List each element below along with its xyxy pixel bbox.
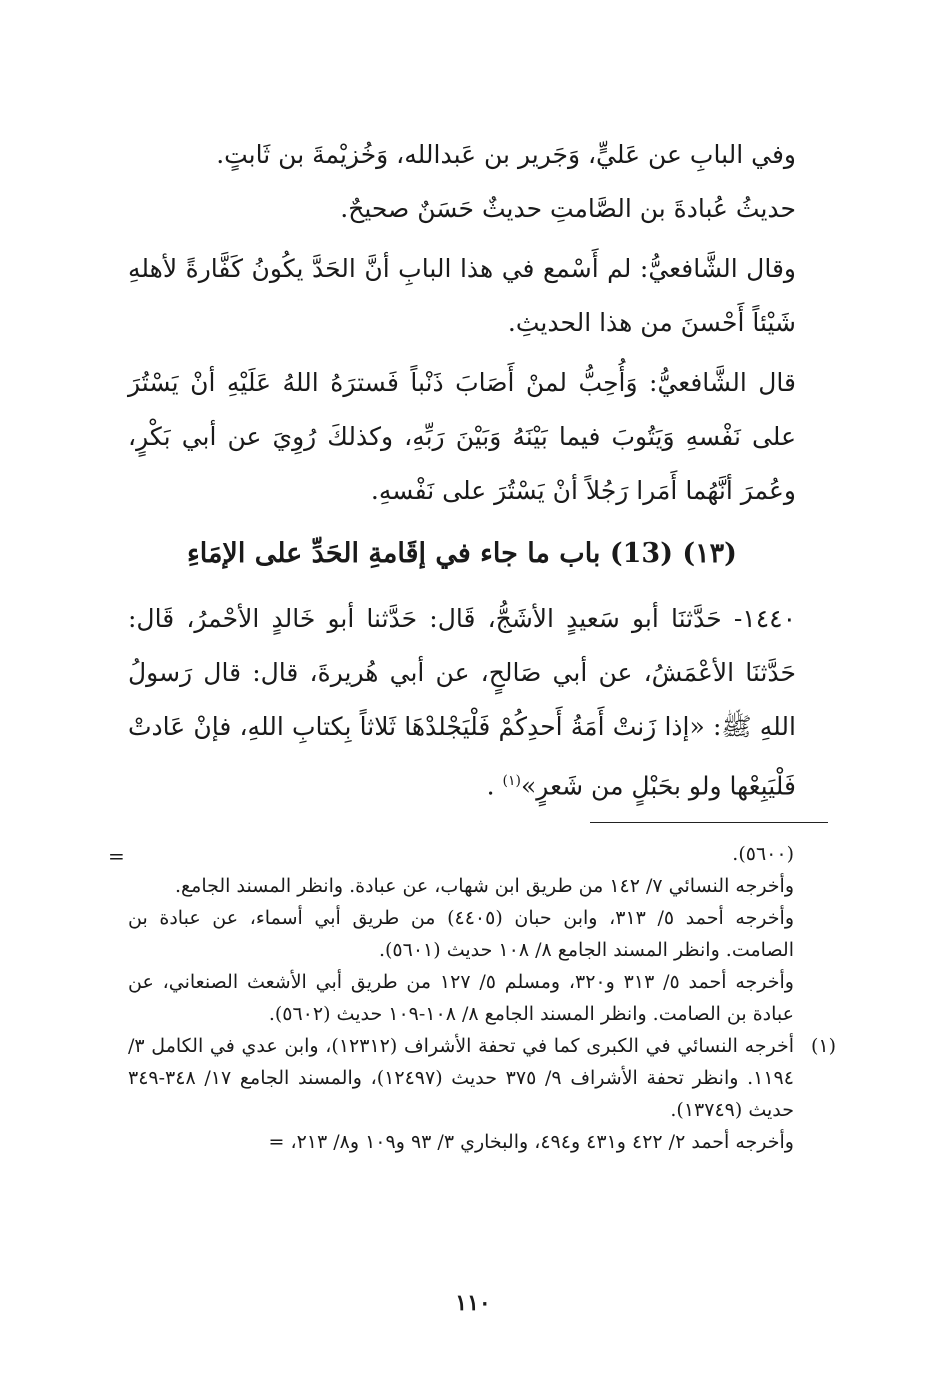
footnote-separator — [590, 822, 828, 823]
page-number: ١١٠ — [455, 1290, 491, 1316]
paragraph: وقال الشَّافعيُّ: لم أَسْمع في هذا البابِ أنَّ الحَدَّ يكُونُ كَفَّارةً لأهلهِ شَيْئاً أَحْسنَ من هذا الحديثِ. — [128, 254, 796, 337]
footnote-paragraph: وأخرجه أحمد ٥/ ٣١٣، وابن حبان (٤٤٠٥) من طريق أبي أسماء، عن عبادة بن الصامت. وانظر المسند الجامع ٨/ ١٠٨ حديث (٥٦٠١). — [128, 907, 794, 961]
chapter-heading: (١٣) (13) باب ما جاء في إقَامةِ الحَدِّ على الإمَاءِ — [187, 538, 737, 569]
footnote-line: (٥٦٠٠). — [732, 843, 794, 865]
hadith-body: ١٤٤٠- حَدَّثنَا أبو سَعيدٍ الأشَجُّ، قَال: حَدَّثنا أبو خَالدٍ الأحْمرُ، قَال: حَدَّثنَا الأعْمَشُ، عن أبي صَالحٍ، عن أبي هُريرةَ، قال: قال رَسولُ اللهِ ﷺ: «إذا زَنتْ أَمَةُ أَحدِكُمْ فَلْيَجْلدْهَا ثَلاثاً بِكتابِ اللهِ، فإنْ عَادتْ فَلْيَبِعْها ولو بحَبْلٍ من شَعرٍ» — [128, 604, 796, 801]
footnote-continuation-mark: = — [108, 844, 125, 868]
footnote-paragraph: وأخرجه أحمد ٥/ ٣١٣ و٣٢٠، ومسلم ٥/ ١٢٧ من طريق أبي الأشعث الصنعاني، عن عبادة بن الصامت. وانظر المسند الجامع ٨/ ١٠٨-١٠٩ حديث (٥٦٠٢). — [128, 971, 794, 1025]
footnote-paragraph: وأخرجه أحمد ٢/ ٤٢٢ و٤٣١ و٤٩٤، والبخاري ٣/ ٩٣ و١٠٩ و٨/ ٢١٣، = — [268, 1131, 794, 1153]
paragraph: قال الشَّافعيُّ: وَأُحِبُّ لمنْ أَصَابَ ذَنْباً فَسترَهُ اللهُ عَلَيْهِ أنْ يَسْتُرَ على نَفْسهِ وَيَتُوبَ فيما بَيْنَهُ وَبَيْنَ رَبِّهِ، وكذلكَ رُوِيَ عن أبي بَكْرٍ، وعُمرَ أنَّهُما أَمَرا رَجُلاً أنْ يَسْتُرَ على نَفْسهِ. — [128, 368, 796, 505]
footnote-paragraph: وأخرجه النسائي ٧/ ١٤٢ من طريق ابن شهاب، عن عبادة. وانظر المسند الجامع. — [175, 875, 794, 897]
hadith-end: . — [486, 771, 495, 801]
footnotes — [128, 838, 836, 1158]
hadith-text — [128, 592, 796, 813]
main-text — [128, 128, 796, 813]
footnote-1 — [128, 1030, 836, 1126]
footnote-number: (١) — [810, 1035, 836, 1057]
footnote-ref: (١) — [502, 773, 521, 789]
footnote-text: أخرجه النسائي في الكبرى كما في تحفة الأشراف (١٢٣١٢)، وابن عدي في الكامل ٣/ ١١٩٤. وانظر تحفة الأشراف ٩/ ٣٧٥ حديث (١٢٤٩٧)، والمسند الجامع ١٧/ ٣٤٨-٣٤٩ حديث (١٣٧٤٩). — [128, 1035, 795, 1121]
paragraph: وفي البابِ عن عَليٍّ، وَجَرير بن عَبدالله، وَخُزيْمةَ بن ثَابتٍ. — [216, 140, 796, 169]
paragraph: حديثُ عُبادةَ بن الصَّامتِ حديثٌ حَسَنٌ صحيحٌ. — [340, 194, 796, 223]
